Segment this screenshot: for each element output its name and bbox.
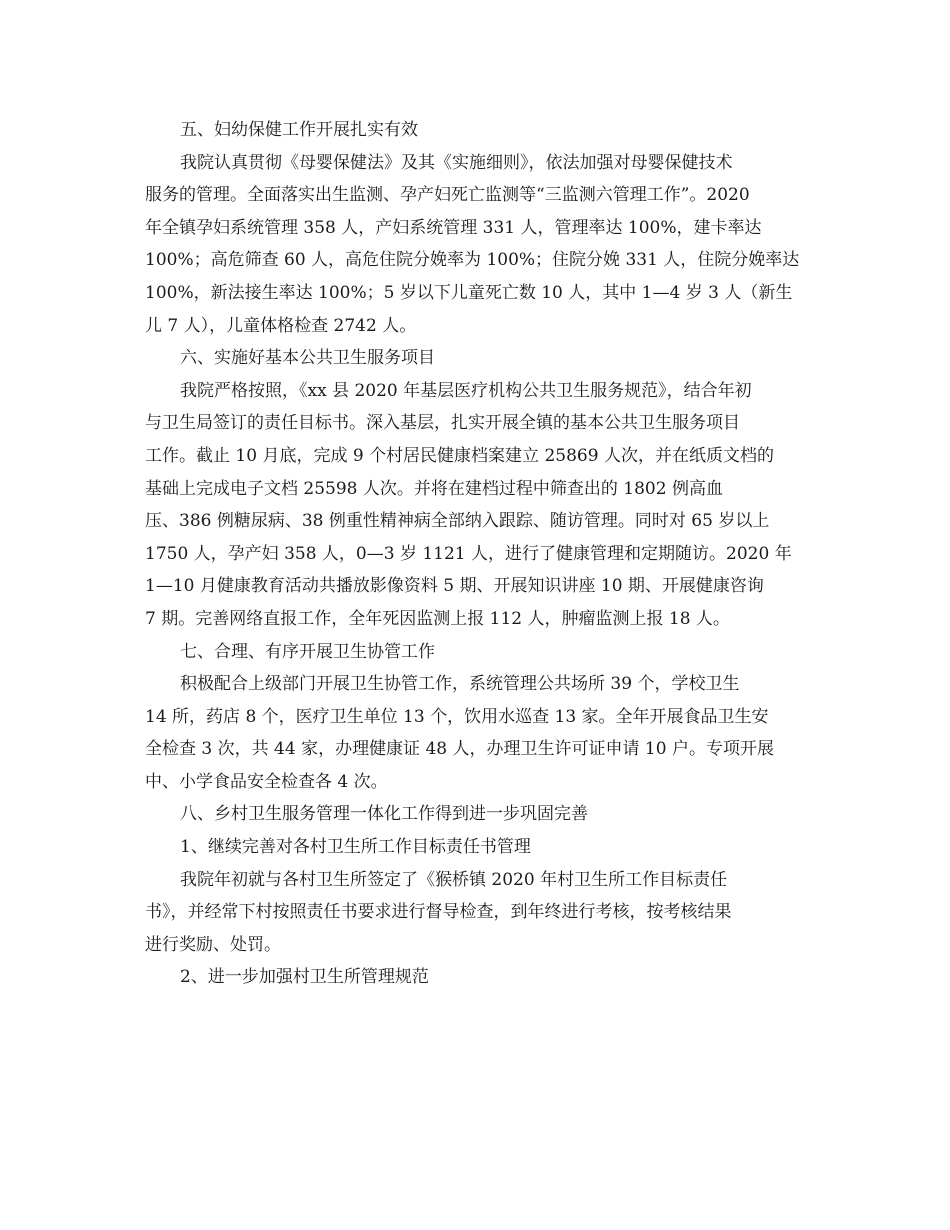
paragraph xyxy=(145,342,810,375)
text-line: 儿 7 人），儿童体格检查 2742 人。 xyxy=(145,315,417,336)
text-line: 工作。截止 10 月底，完成 9 个村居民健康档案建立 25869 人次，并在纸质文档的 xyxy=(145,445,774,466)
text-line: 八、乡村卫生服务管理一体化工作得到进一步巩固完善 xyxy=(180,804,588,825)
text-line: 100%；高危筛查 60 人，高危住院分娩率为 100%；住院分娩 331 人，住院分娩率达 xyxy=(145,250,800,271)
text-line: 1—10 月健康教育活动共播放影像资料 5 期、开展知识讲座 10 期、开展健康咨询 xyxy=(145,576,764,597)
text-line: 基础上完成电子文档 25598 人次。并将在建档过程中筛查出的 1802 例高血 xyxy=(145,478,723,499)
text-line: 100%，新法接生率达 100%；5 岁以下儿童死亡数 10 人，其中 1—4 岁 3 人（新生 xyxy=(145,282,793,303)
paragraph xyxy=(145,798,810,831)
paragraph xyxy=(145,375,810,636)
text-line: 年全镇孕妇系统管理 358 人，产妇系统管理 331 人，管理率达 100%，建卡率达 xyxy=(145,217,762,238)
text-line: 七、合理、有序开展卫生协管工作 xyxy=(180,641,435,662)
paragraph xyxy=(145,114,810,147)
paragraph xyxy=(145,147,810,343)
text-line: 14 所，药店 8 个，医疗卫生单位 13 个，饮用水巡查 13 家。全年开展食品卫生安 xyxy=(145,706,769,727)
text-line: 压、386 例糖尿病、38 例重性精神病全部纳入跟踪、随访管理。同时对 65 岁以上 xyxy=(145,511,770,532)
text-line: 1750 人，孕产妇 358 人，0—3 岁 1121 人，进行了健康管理和定期随访。2020 年 xyxy=(145,543,792,564)
text-line: 书》，并经常下村按照责任书要求进行督导检查，到年终进行考核，按考核结果 xyxy=(145,902,732,923)
text-line: 进行奖励、处罚。 xyxy=(145,934,281,955)
text-line: 六、实施好基本公共卫生服务项目 xyxy=(180,348,435,369)
paragraph xyxy=(145,961,810,994)
text-line: 我院严格按照，《xx 县 2020 年基层医疗机构公共卫生服务规范》，结合年初 xyxy=(180,380,752,401)
text-line: 全检查 3 次，共 44 家，办理健康证 48 人，办理卫生许可证申请 10 户。专项开展 xyxy=(145,739,774,760)
text-line: 中、小学食品安全检查各 4 次。 xyxy=(145,771,388,792)
text-line: 我院认真贯彻《母婴保健法》及其《实施细则》，依法加强对母婴保健技术 xyxy=(180,152,733,173)
paragraph xyxy=(145,636,810,669)
text-line: 服务的管理。全面落实出生监测、孕产妇死亡监测等“三监测六管理工作”。2020 xyxy=(145,185,750,206)
text-line: 2、进一步加强村卫生所管理规范 xyxy=(180,967,429,988)
paragraph xyxy=(145,668,810,798)
text-line: 积极配合上级部门开展卫生协管工作，系统管理公共场所 39 个，学校卫生 xyxy=(180,674,740,695)
text-line: 7 期。完善网络直报工作，全年死因监测上报 112 人，肿瘤监测上报 18 人。 xyxy=(145,608,730,629)
document-body xyxy=(145,114,810,994)
text-line: 我院年初就与各村卫生所签定了《猴桥镇 2020 年村卫生所工作目标责任 xyxy=(180,869,728,890)
text-line: 五、妇幼保健工作开展扎实有效 xyxy=(180,120,418,140)
text-line: 1、继续完善对各村卫生所工作目标责任书管理 xyxy=(180,837,531,858)
paragraph xyxy=(145,864,810,962)
text-line: 与卫生局签订的责任目标书。深入基层，扎实开展全镇的基本公共卫生服务项目 xyxy=(145,413,740,434)
paragraph xyxy=(145,831,810,864)
